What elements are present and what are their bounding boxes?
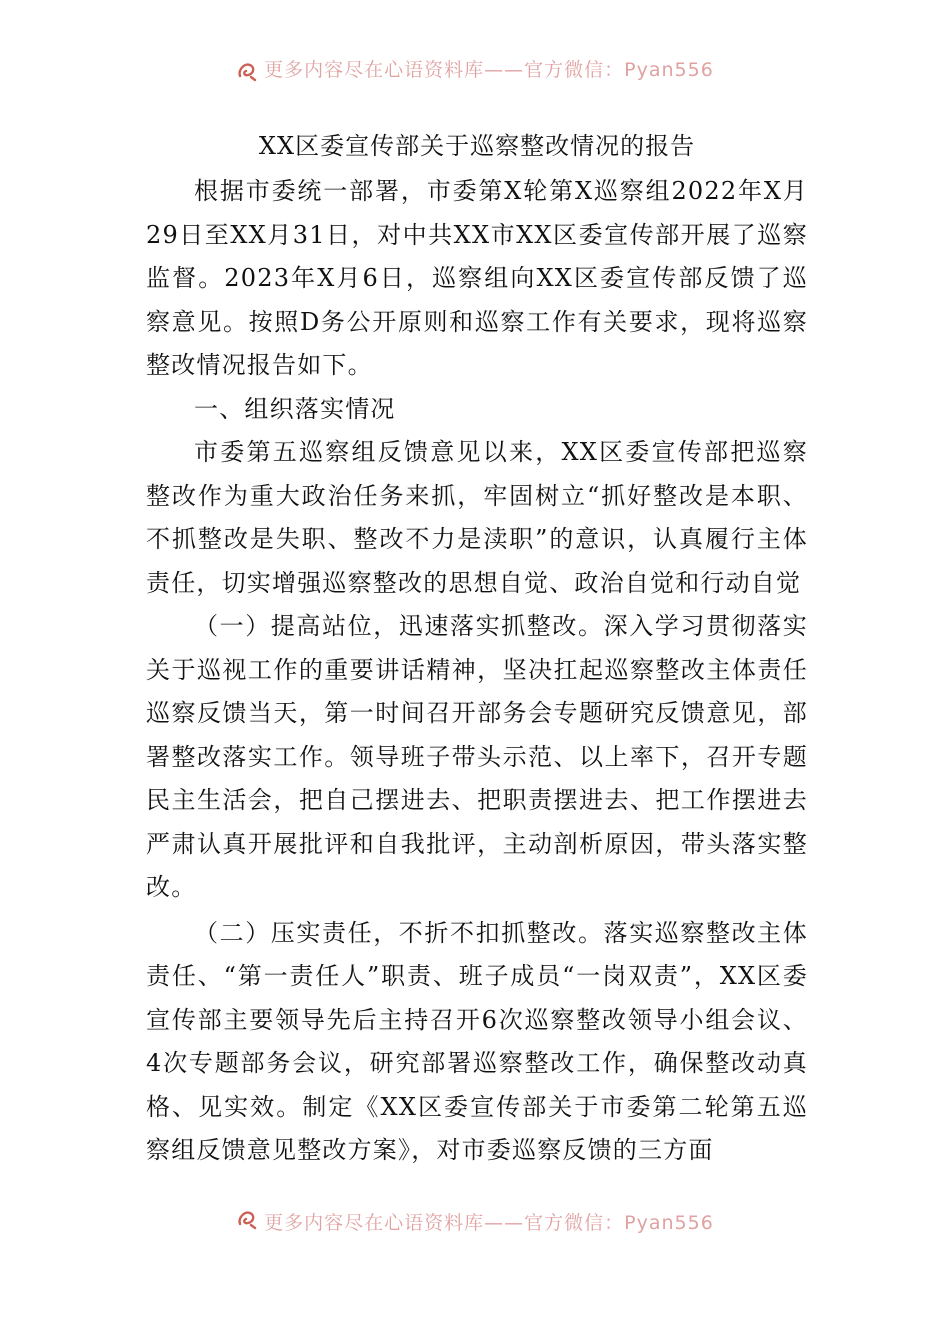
swirl-logo-icon [236,1208,258,1230]
watermark-text: 更多内容尽在心语资料库——官方微信：Pyan556 [264,1212,714,1234]
watermark-bottom [0,1208,950,1234]
document-title: XX区委宣传部关于巡察整改情况的报告 [258,132,696,160]
paragraph-item-1: （一）提高站位，迅速落实抓整改。深入学习贯彻落实关于巡视工作的重要讲话精神，坚决扛起巡察整改主体责任巡察反馈当天，第一时间召开部务会专题研究反馈意见，部署整改落实工作。领导班子带头示范、以上率下，召开专题民主生活会，把自己摆进去、把职责摆进去、把工作摆进去严肃认真开展批评和自我批评，主动剖析原因，带头落实整改。 [146,612,808,901]
paragraph-section-1: 市委第五巡察组反馈意见以来，XX区委宣传部把巡察整改作为重大政治任务来抓，牢固树立“抓好整改是本职、不抓整改是失职、整改不力是渎职”的意识，认真履行主体责任，切实增强巡察整改的思想自觉、政治自觉和行动自觉 [146,438,808,597]
paragraph-item-2: （二）压实责任，不折不扣抓整改。落实巡察整改主体责任、“第一责任人”职责、班子成员“一岗双责”，XX区委宣传部主要领导先后主持召开6次巡察整改领导小组会议、4次专题部务会议，研究部署巡察整改工作，确保整改动真格、见实效。制定《XX区委宣传部关于市委第二轮第五巡察组反馈意见整改方案》，对市委巡察反馈的三方面 [146,918,808,1164]
section-heading-1: 一、组织落实情况 [194,394,396,423]
watermark-text: 更多内容尽在心语资料库——官方微信：Pyan556 [264,59,714,81]
paragraph-intro: 根据市委统一部署，市委第X轮第X巡察组2022年X月29日至XX月31日，对中共XX市XX区委宣传部开展了巡察监督。2023年X月6日，巡察组向XX区委宣传部反馈了巡察意见。按照D务公开原则和巡察工作有关要求，现将巡察整改情况报告如下。 [146,177,808,379]
swirl-logo-icon [236,60,258,82]
watermark-top [0,56,950,82]
document-page [146,126,808,1173]
